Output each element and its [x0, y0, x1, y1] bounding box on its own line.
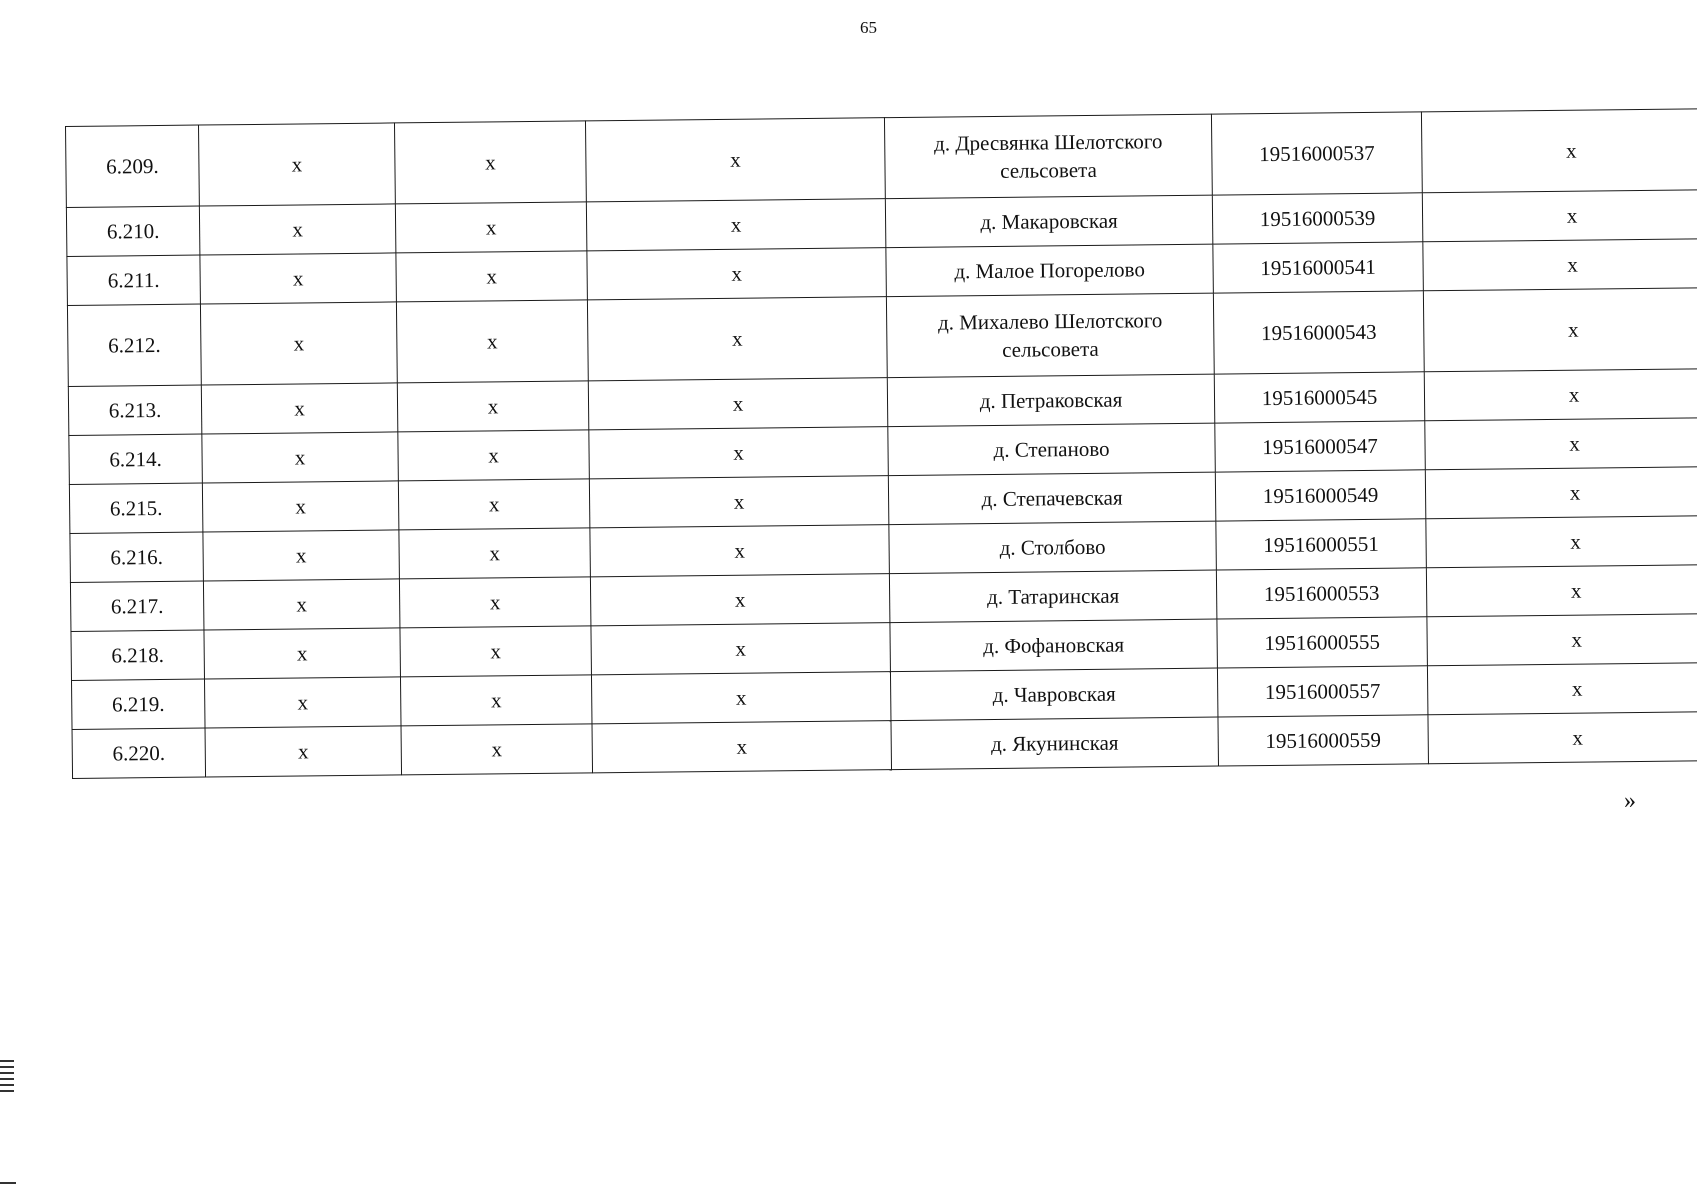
closing-quote: » [1624, 788, 1636, 814]
cell-x-col2: х [203, 530, 400, 581]
cell-x-col4: х [591, 623, 891, 675]
cell-x-col2: х [203, 579, 400, 630]
cell-x-col4: х [588, 378, 888, 430]
cell-x-col2: х [204, 628, 401, 679]
settlement-name: д. Степаново [888, 423, 1216, 476]
cell-x-col4: х [590, 525, 890, 577]
cell-x-col4: х [592, 721, 892, 773]
settlements-table [65, 108, 1697, 779]
cell-x-col2: х [201, 383, 398, 434]
cell-x-col2: х [205, 726, 402, 777]
oktmo-code: 19516000539 [1212, 193, 1423, 244]
row-number: 6.219. [72, 679, 206, 729]
settlement-name: д. Столбово [889, 521, 1217, 574]
cell-x-col7: х [1421, 109, 1697, 193]
settlement-name: д. Макаровская [885, 195, 1213, 248]
cell-x-col2: х [200, 253, 397, 304]
cell-x-col4: х [586, 199, 886, 251]
cell-x-col4: х [589, 476, 889, 528]
settlement-name: д. Фофановская [890, 619, 1218, 672]
cell-x-col3: х [396, 300, 588, 383]
cell-x-col7: х [1428, 712, 1697, 764]
cell-x-col2: х [198, 123, 395, 206]
settlement-name: д. Степачевская [888, 472, 1216, 525]
cell-x-col7: х [1426, 565, 1697, 617]
margin-tick [0, 1182, 16, 1184]
oktmo-code: 19516000541 [1213, 242, 1424, 293]
row-number: 6.218. [71, 630, 205, 680]
cell-x-col2: х [199, 204, 396, 255]
row-number: 6.210. [66, 206, 200, 256]
cell-x-col3: х [399, 577, 591, 628]
oktmo-code: 19516000555 [1217, 617, 1428, 668]
cell-x-col7: х [1422, 190, 1697, 242]
settlement-name: д. Малое Погорелово [886, 244, 1214, 297]
cell-x-col7: х [1424, 369, 1697, 421]
oktmo-code: 19516000545 [1214, 372, 1425, 423]
cell-x-col3: х [400, 675, 592, 726]
settlement-name: д. Чавровская [890, 668, 1218, 721]
cell-x-col3: х [399, 528, 591, 579]
oktmo-code: 19516000557 [1217, 666, 1428, 717]
cell-x-col3: х [398, 430, 590, 481]
cell-x-col7: х [1427, 663, 1697, 715]
row-number: 6.217. [70, 581, 204, 631]
cell-x-col4: х [587, 248, 887, 300]
table-body [66, 109, 1697, 779]
settlement-name: д. Дресвянка Шелотского сельсовета [884, 114, 1212, 199]
cell-x-col4: х [591, 672, 891, 724]
cell-x-col3: х [401, 724, 593, 775]
oktmo-code: 19516000547 [1215, 421, 1426, 472]
cell-x-col7: х [1427, 614, 1697, 666]
margin-scan-marks [0, 1060, 14, 1096]
cell-x-col3: х [397, 381, 589, 432]
row-number: 6.215. [69, 483, 203, 533]
row-number: 6.220. [72, 728, 206, 778]
row-number: 6.211. [67, 255, 201, 305]
cell-x-col7: х [1423, 239, 1697, 291]
oktmo-code: 19516000549 [1215, 470, 1426, 521]
row-number: 6.216. [70, 532, 204, 582]
cell-x-col2: х [202, 432, 399, 483]
cell-x-col4: х [589, 427, 889, 479]
row-number: 6.209. [66, 125, 200, 207]
cell-x-col3: х [400, 626, 592, 677]
cell-x-col4: х [587, 297, 887, 381]
settlement-name: д. Михалево Шелотского сельсовета [886, 293, 1214, 378]
cell-x-col7: х [1425, 467, 1697, 519]
page-number: 65 [860, 18, 877, 37]
cell-x-col3: х [398, 479, 590, 530]
cell-x-col2: х [200, 302, 397, 385]
cell-x-col7: х [1426, 516, 1697, 568]
cell-x-col2: х [204, 677, 401, 728]
oktmo-code: 19516000537 [1211, 112, 1422, 195]
cell-x-col2: х [202, 481, 399, 532]
settlements-table-wrapper [65, 109, 1640, 779]
row-number: 6.214. [69, 434, 203, 484]
settlement-name: д. Якунинская [891, 717, 1219, 770]
settlement-name: д. Петраковская [887, 374, 1215, 427]
cell-x-col4: х [590, 574, 890, 626]
row-number: 6.213. [68, 385, 202, 435]
cell-x-col3: х [395, 202, 587, 253]
cell-x-col7: х [1423, 288, 1697, 372]
settlement-name: д. Татаринская [889, 570, 1217, 623]
cell-x-col4: х [585, 118, 885, 202]
row-number: 6.212. [67, 304, 201, 386]
cell-x-col3: х [396, 251, 588, 302]
oktmo-code: 19516000551 [1216, 519, 1427, 570]
cell-x-col3: х [394, 121, 586, 204]
oktmo-code: 19516000559 [1218, 715, 1429, 766]
oktmo-code: 19516000553 [1216, 568, 1427, 619]
cell-x-col7: х [1425, 418, 1697, 470]
oktmo-code: 19516000543 [1213, 291, 1424, 374]
